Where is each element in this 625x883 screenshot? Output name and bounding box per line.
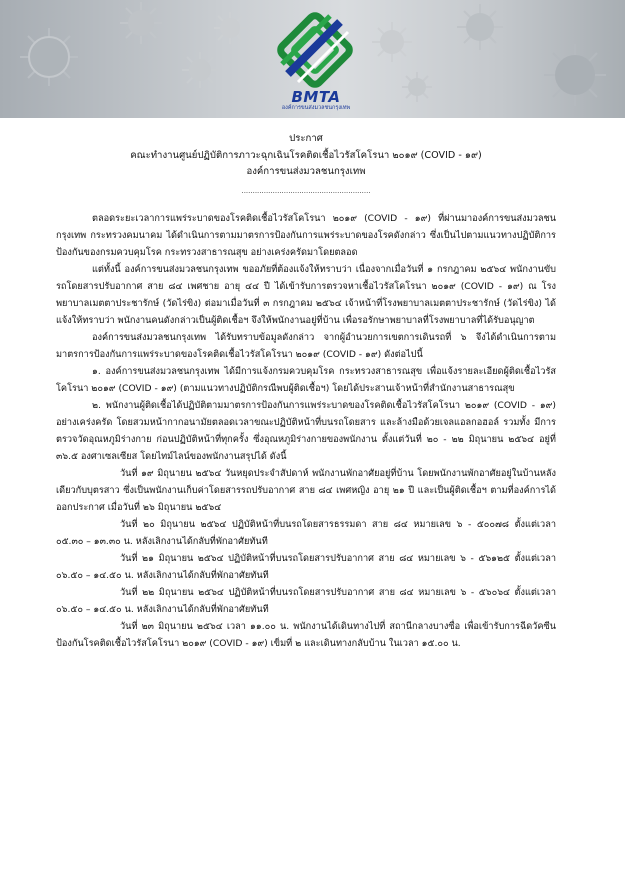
virus-icon bbox=[540, 40, 610, 110]
timeline-entry: วันที่ ๑๙ มิถุนายน ๒๕๖๔ วันหยุดประจำสัปดาห์ พนักงานพักอาศัยอยู่ที่บ้าน โดยพนักงานพักอาศัยอยู่ในบ้านหลังเดียวกับบุตรสาว ซึ่งเป็นพนักงานเก็บค่าโดยสารรถปรับอากาศ สาย ๘๔ เพศหญิง อายุ ๒๑ ปี และเป็นผู้ติดเชื้อฯ ตามที่องค์การได้ออกประกาศ เมื่อวันที่ ๒๖ มิถุนายน ๒๕๖๔ bbox=[56, 467, 556, 513]
virus-icon bbox=[400, 70, 434, 104]
virus-icon bbox=[14, 22, 84, 92]
timeline-entry: วันที่ ๒๓ มิถุนายน ๒๕๖๔ เวลา ๑๑.๐๐ น. พนักงานได้เดินทางไปที่ สถานีกลางบางซื่อ เพื่อเข้ารับการฉีดวัคซีนป้องกันโรคติดเชื้อไวรัสโคโรนา ๒๐๑๙ (COVID - ๑๙) เข็มที่ ๒ และเดินทางกลับบ้าน ในเวลา ๑๕.๐๐ น. bbox=[56, 620, 556, 649]
virus-icon bbox=[370, 20, 414, 64]
timeline-entry: วันที่ ๒๐ มิถุนายน ๒๕๖๔ ปฏิบัติหน้าที่บนรถโดยสารธรรมดา สาย ๘๔ หมายเลข ๖ - ๕๐๐๗๘ ตั้งแต่เวลา ๐๕.๓๐ – ๑๓.๓๐ น. หลังเลิกงานได้กลับที่พักอาศัยทันที bbox=[56, 518, 556, 547]
paragraph: ๑. องค์การขนส่งมวลชนกรุงเทพ ได้มีการแจ้งกรมควบคุมโรค กระทรวงสาธารณสุข เพื่อแจ้งรายละเอียดผู้ติดเชื้อไวรัสโคโรนา ๒๐๑๙ (COVID - ๑๙) (ตามแนวทางปฏิบัติกรณีพบผู้ติดเชื้อฯ) โดยได้ประสานเจ้าหน้าที่สำนักงานสาธารณสุข bbox=[56, 365, 556, 394]
virus-icon bbox=[118, 0, 164, 46]
virus-icon bbox=[212, 10, 248, 46]
virus-icon bbox=[455, 2, 505, 52]
timeline-entry: วันที่ ๒๑ มิถุนายน ๒๕๖๔ ปฏิบัติหน้าที่บนรถโดยสารปรับอากาศ สาย ๘๔ หมายเลข ๖ - ๕๖๑๒๕ ตั้งแต่เวลา ๐๖.๕๐ – ๑๔.๕๐ น. หลังเลิกงานได้กลับที่พักอาศัยทันที bbox=[56, 552, 556, 581]
logo-text: BMTA bbox=[291, 88, 341, 106]
announcement-title: ประกาศ bbox=[289, 133, 323, 144]
announcement-body bbox=[56, 131, 556, 652]
paragraph: องค์การขนส่งมวลชนกรุงเทพ ได้รับทราบข้อมูลดังกล่าว จากผู้อำนวยการเขตการเดินรถที่ ๖ จึงได้ดำเนินการตามมาตรการป้องกันการแพร่ระบาดของโรคติดเชื้อไวรัสโคโรนา ๒๐๑๙ (COVID - ๑๙) ดังต่อไปนี้ bbox=[56, 331, 556, 360]
logo-subtext: องค์การขนส่งมวลชนกรุงเทพ bbox=[281, 105, 351, 111]
paragraph: ๒. พนักงานผู้ติดเชื้อได้ปฏิบัติตามมาตรการป้องกันการแพร่ระบาดของโรคติดเชื้อไวรัสโคโรนา ๒๐๑๙ (COVID - ๑๙) อย่างเคร่งครัด โดยสวมหน้ากากอนามัยตลอดเวลาขณะปฏิบัติหน้าที่บนรถโดยสาร และล้างมือด้วยเจลแอลกอฮอล์ รวมทั้ง มีการตรวจวัดอุณหภูมิร่างกาย ก่อนปฏิบัติหน้าที่ทุกครั้ง ซึ่งอุณหภูมิร่างกายของพนักงาน ตั้งแต่วันที่ ๒๐ - ๒๒ มิถุนายน ๒๕๖๔ อยู่ที่ ๓๖.๕ องศาเซลเซียส โดยไทม์ไลน์ของพนักงานสรุปได้ ดังนี้ bbox=[56, 399, 556, 462]
paragraph: ตลอดระยะเวลาการแพร่ระบาดของโรคติดเชื้อไวรัสโคโรนา ๒๐๑๙ (COVID - ๑๙) ที่ผ่านมาองค์การขนส่งมวลชนกรุงเทพ กระทรวงคมนาคม ได้ดำเนินการตามมาตรการป้องกันการแพร่ระบาดของโรคดังกล่าว ซึ่งเป็นไปตามแนวทางปฏิบัติการป้องกันของกรมควบคุมโรค กระทรวงสาธารณสุข อย่างเคร่งครัดมาโดยตลอด bbox=[56, 212, 556, 258]
timeline-entry: วันที่ ๒๒ มิถุนายน ๒๕๖๔ ปฏิบัติหน้าที่บนรถโดยสารปรับอากาศ สาย ๘๔ หมายเลข ๖ - ๕๖๐๖๔ ตั้งแต่เวลา ๐๖.๕๐ – ๑๔.๕๐ น. หลังเลิกงานได้กลับที่พักอาศัยทันที bbox=[56, 586, 556, 615]
header-banner bbox=[0, 0, 625, 118]
separator-line: .......................................................... bbox=[241, 186, 371, 195]
virus-icon bbox=[180, 50, 220, 90]
announcement-committee: คณะทำงานศูนย์ปฏิบัติการภาวะฉุกเฉินโรคติดเชื้อไวรัสโคโรนา ๒๐๑๙ (COVID - ๑๙) bbox=[130, 149, 482, 161]
paragraph: แต่ทั้งนี้ องค์การขนส่งมวลชนกรุงเทพ ขออภัยที่ต้องแจ้งให้ทราบว่า เนื่องจากเมื่อวันที่ ๑ กรกฎาคม ๒๕๖๔ พนักงานขับรถโดยสารปรับอากาศ สาย ๘๔ เพศชาย อายุ ๔๔ ปี ได้เข้ารับการตรวจหาเชื้อไวรัสโคโรนา ๒๐๑๙ (COVID - ๑๙) ณ โรงพยาบาลเมตตาประชารักษ์ (วัดไร่ขิง) ต่อมาเมื่อวันที่ ๓ กรกฎาคม ๒๕๖๔ เจ้าหน้าที่โรงพยาบาลเมตตาประชารักษ์ (วัดไร่ขิง) ได้แจ้งให้ทราบว่า พนักงานคนดังกล่าวเป็นผู้ติดเชื้อฯ จึงให้พนักงานอยู่ที่บ้าน เพื่อรอรักษาพยาบาลที่โรงพยาบาลที่ได้รับอนุญาต bbox=[56, 263, 556, 326]
announcement-organization: องค์การขนส่งมวลชนกรุงเทพ bbox=[246, 166, 366, 177]
